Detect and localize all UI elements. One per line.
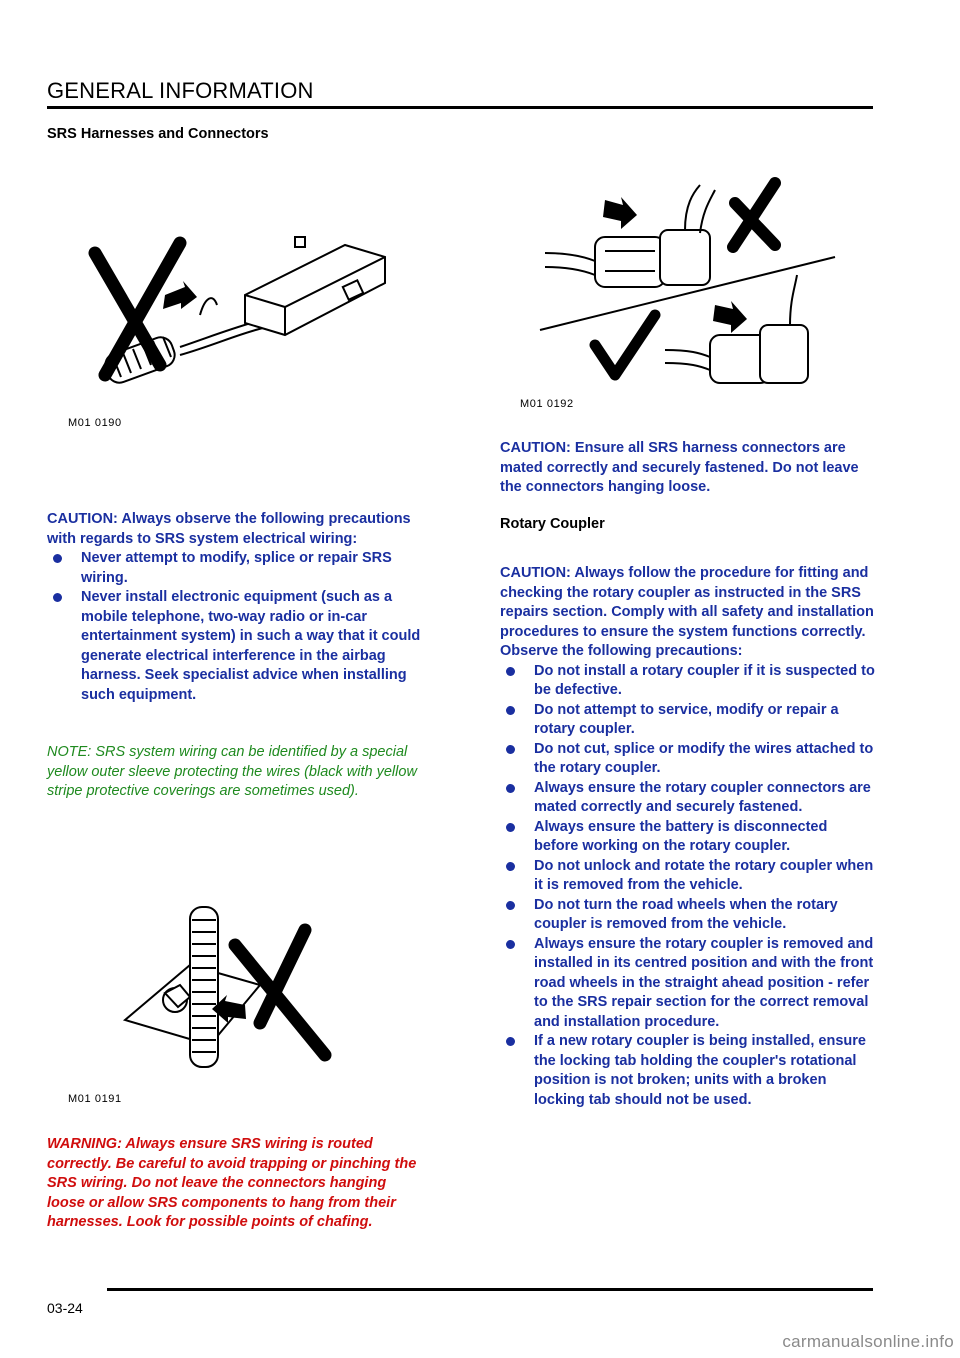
warning-wiring-routing: WARNING: Always ensure SRS wiring is routed correctly. Be careful to avoid trapping or pinching the SRS wiring. Do not leave the connectors hanging loose or allow SRS components to hang from their harnesses. Look for possible points of chafing. bbox=[47, 1136, 417, 1230]
watermark: carmanualsonline.info bbox=[782, 1332, 954, 1351]
connector-mating-drawing bbox=[535, 175, 845, 390]
figure-label-m01-0190: M01 0190 bbox=[68, 417, 122, 429]
page-header-title: GENERAL INFORMATION bbox=[47, 78, 314, 103]
bullet-icon bbox=[506, 784, 515, 793]
page-number: 03-24 bbox=[47, 1300, 83, 1316]
caution-wiring bbox=[47, 510, 422, 705]
header-rule bbox=[47, 106, 873, 109]
list-item: Do not install a rotary coupler if it is suspected to be defective. bbox=[500, 662, 875, 701]
caution-connectors: CAUTION: Ensure all SRS harness connectors are mated correctly and securely fastened. Do not leave the connectors hanging loose. bbox=[500, 440, 859, 495]
bullet-icon bbox=[506, 901, 515, 910]
caution-rotary-coupler-intro: CAUTION: Always follow the procedure for fitting and checking the rotary coupler as instructed in the SRS repairs section. Comply with all safety and installation procedures to ensure the system functions correctly. Observe the following precautions: bbox=[500, 565, 874, 659]
list-item: Do not attempt to service, modify or repair a rotary coupler. bbox=[500, 701, 875, 740]
figure-label-m01-0191: M01 0191 bbox=[68, 1093, 122, 1105]
caution-wiring-intro: CAUTION: Always observe the following precautions with regards to SRS system electrical wiring: bbox=[47, 511, 411, 547]
subheading-rotary-coupler: Rotary Coupler bbox=[500, 516, 605, 532]
caution-rotary-coupler bbox=[500, 564, 875, 1110]
list-item: Do not turn the road wheels when the rotary coupler is removed from the vehicle. bbox=[500, 896, 875, 935]
figure-connector-mating bbox=[535, 175, 845, 390]
note-wiring-sleeve: NOTE: SRS system wiring can be identified by a special yellow outer sleeve protecting the wires (black with yellow stripe protective coverings are sometimes used). bbox=[47, 744, 417, 799]
list-item: If a new rotary coupler is being installed, ensure the locking tab holding the coupler's rotational position is not broken; units with a broken locking tab should not be used. bbox=[500, 1032, 875, 1110]
figure-harness-routing bbox=[120, 905, 350, 1075]
caution-wiring-list bbox=[47, 549, 422, 705]
bullet-icon bbox=[506, 862, 515, 871]
footer-rule bbox=[107, 1288, 873, 1291]
bullet-icon bbox=[53, 593, 62, 602]
harness-routing-drawing bbox=[120, 905, 350, 1075]
section-title: SRS Harnesses and Connectors bbox=[47, 126, 269, 142]
list-item: Never attempt to modify, splice or repair SRS wiring. bbox=[47, 549, 422, 588]
bullet-icon bbox=[506, 823, 515, 832]
bullet-icon bbox=[506, 745, 515, 754]
bullet-icon bbox=[506, 1037, 515, 1046]
figure-label-m01-0192: M01 0192 bbox=[520, 398, 574, 410]
list-item: Do not unlock and rotate the rotary coupler when it is removed from the vehicle. bbox=[500, 857, 875, 896]
bullet-icon bbox=[506, 940, 515, 949]
coupler-precautions-list bbox=[500, 662, 875, 1111]
list-item: Do not cut, splice or modify the wires attached to the rotary coupler. bbox=[500, 740, 875, 779]
list-item: Never install electronic equipment (such as a mobile telephone, two-way radio or in-car entertainment system) in such a way that it could generate electrical interference in the airbag harness. Seek specialist advice when installing such equipment. bbox=[47, 588, 422, 705]
list-item: Always ensure the rotary coupler is removed and installed in its centred position and with the front road wheels in the straight ahead position - refer to the SRS repair section for the correct removal and installation procedure. bbox=[500, 935, 875, 1033]
bullet-icon bbox=[506, 706, 515, 715]
figure-connector-incorrect bbox=[85, 235, 395, 395]
bullet-icon bbox=[53, 554, 62, 563]
list-item: Always ensure the rotary coupler connectors are mated correctly and securely fastened. bbox=[500, 779, 875, 818]
bullet-icon bbox=[506, 667, 515, 676]
connector-incorrect-drawing bbox=[85, 235, 395, 395]
list-item: Always ensure the battery is disconnected before working on the rotary coupler. bbox=[500, 818, 875, 857]
